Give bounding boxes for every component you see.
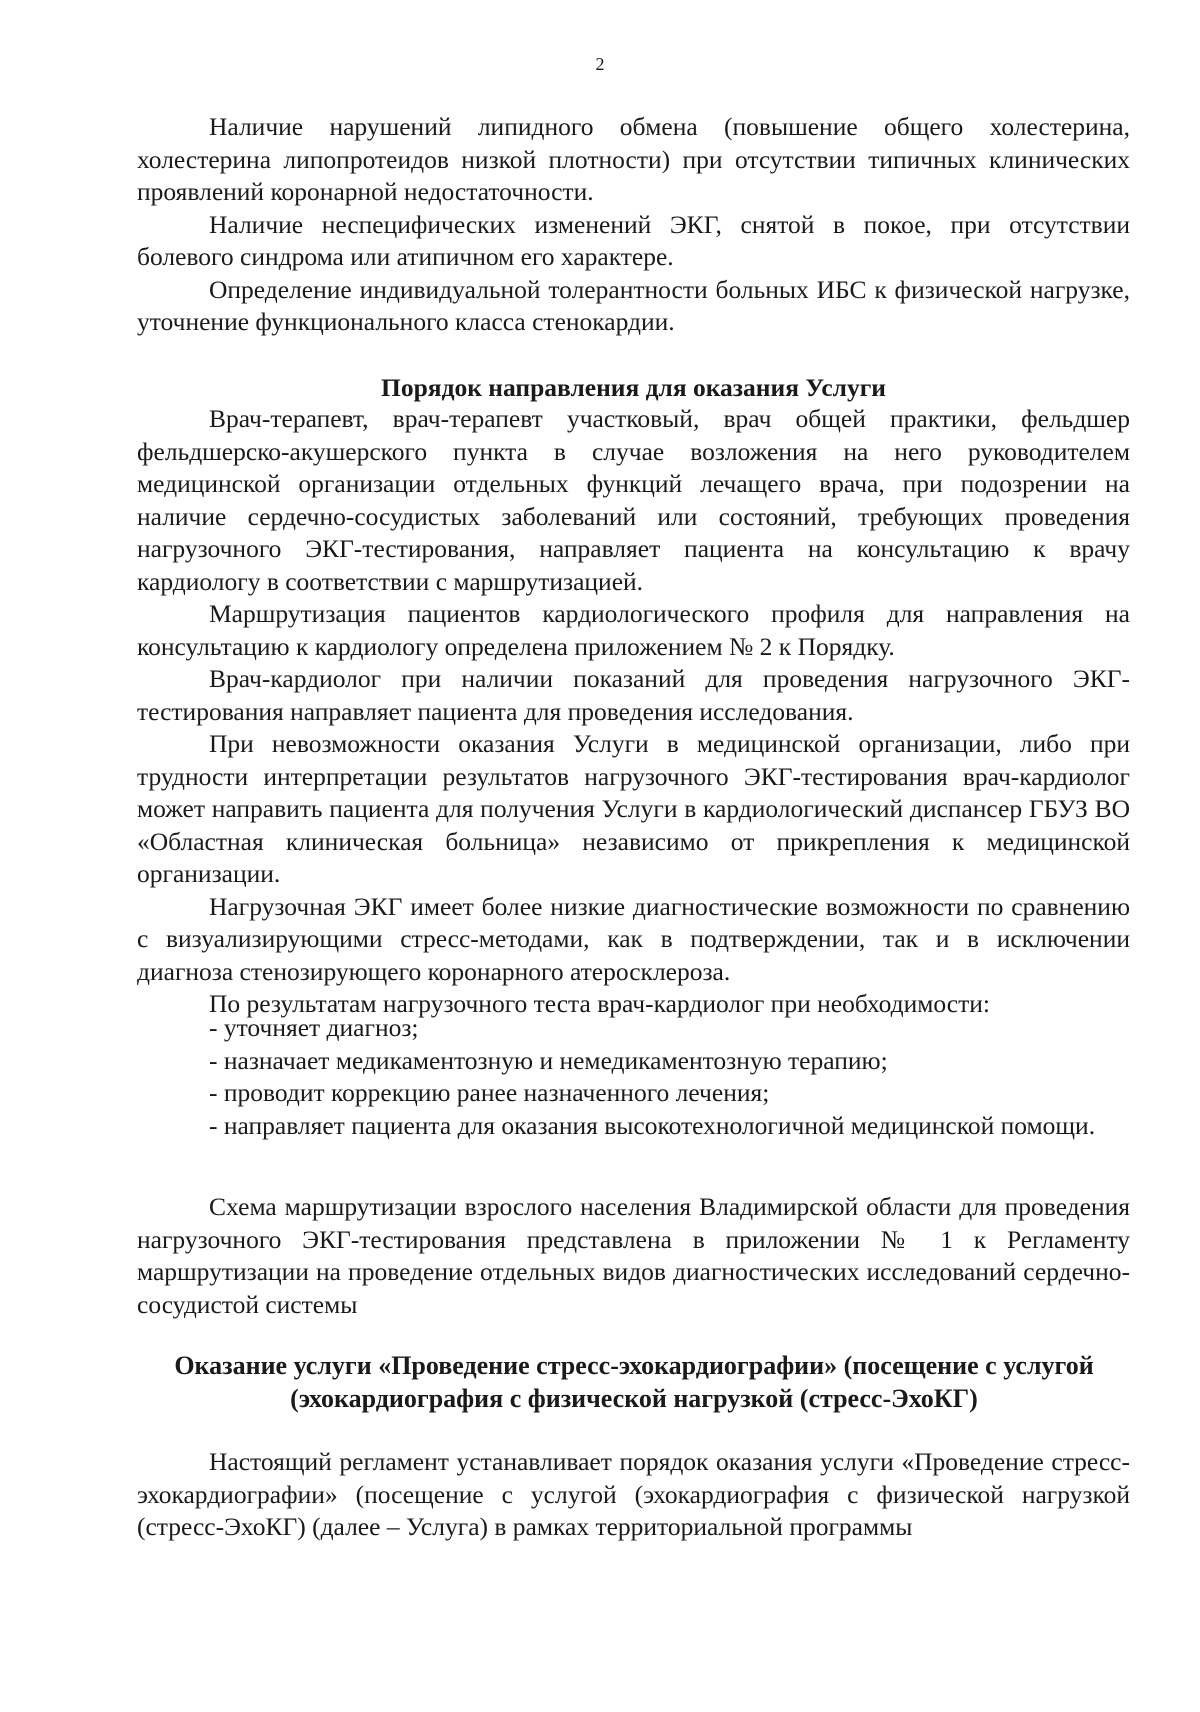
paragraph-tolerance: Определение индивидуальной толерантности больных ИБС к физической нагрузке, уточнение функционального класса стенокардии. [137,274,1130,336]
list-item: - назначает медикаментозную и немедикаментозную терапию; [209,1045,888,1075]
paragraph-cardiologist: Врач-кардиолог при наличии показаний для проведения нагрузочного ЭКГ-тестирования направляет пациента для проведения исследования. [137,664,1130,726]
schema-paragraph-block [137,1191,1130,1321]
paragraph-regulation: Настоящий регламент устанавливает порядок оказания услуги «Проведение стресс-эхокардиографии» (посещение с услугой (эхокардиография с физической нагрузкой (стресс-ЭхоКГ) (далее – Услуга) в рамках территориальной программы [137,1447,1130,1541]
page-number: 2 [595,54,605,74]
section-heading-referral: Порядок направления для оказания Услуги [381,373,886,402]
paragraph-therapist: Врач-терапевт, врач-терапевт участковый, врач общей практики, фельдшер фельдшерско-акушерского пункта в случае возложения на него руководителем медицинской организации отдельных функций лечащего врача, при подозрении на наличие сердечно-сосудистых заболеваний или состояний, требующих проведения нагрузочного ЭКГ-тестирования, направляет пациента на консультацию к врачу кардиологу в соответствии с маршрутизацией. [137,404,1130,596]
paragraph-impossibility: При невозможности оказания Услуги в медицинской организации, либо при трудности интерпретации результатов нагрузочного ЭКГ-тестирования врач-кардиолог может направить пациента для получения Услуги в кардиологический диспансер ГБУЗ ВО «Областная клиническая больница» независимо от прикрепления к медицинской организации. [137,729,1130,888]
paragraph-schema: Схема маршрутизации взрослого населения Владимирской области для проведения нагрузочного ЭКГ-тестирования представлена в приложении № 1 к Регламенту маршрутизации на проведение отдельных видов диагностических исследований сердечно-сосудистой системы [137,1192,1130,1319]
list-item: - уточняет диагноз; [209,1013,419,1042]
intro-paragraphs [137,111,1130,339]
section-heading-stress-echo: Оказание услуги «Проведение стресс-эхокардиографии» (посещение с услугой (эхокардиография с физической нагрузкой (стресс-ЭхоКГ) [174,1351,1094,1413]
paragraph-load-ecg: Нагрузочная ЭКГ имеет более низкие диагностические возможности по сравнению с визуализирующими стресс-методами, как в подтверждении, так и в исключении диагноза стенозирующего коронарного атеросклероза. [137,891,1130,986]
regulation-paragraph-block [137,1446,1130,1544]
paragraph-routing: Маршрутизация пациентов кардиологического профиля для направления на консультацию к кардиологу определена приложением № 2 к Порядку. [137,599,1130,661]
paragraph-results: По результатам нагрузочного теста врач-кардиолог при необходимости: [209,989,990,1018]
paragraph-lipid: Наличие нарушений липидного обмена (повышение общего холестерина, холестерина липопротеидов низкой плотности) при отсутствии типичных клинических проявлений коронарной недостаточности. [137,112,1130,206]
results-list [137,1012,1130,1142]
referral-paragraphs [137,403,1130,1021]
list-item: - направляет пациента для оказания высокотехнологичной медицинской помощи. [209,1110,1096,1140]
paragraph-ecg-changes: Наличие неспецифических изменений ЭКГ, снятой в покое, при отсутствии болевого синдрома или атипичном его характере. [137,209,1130,271]
list-item: - проводит коррекцию ранее назначенного лечения; [209,1078,770,1107]
